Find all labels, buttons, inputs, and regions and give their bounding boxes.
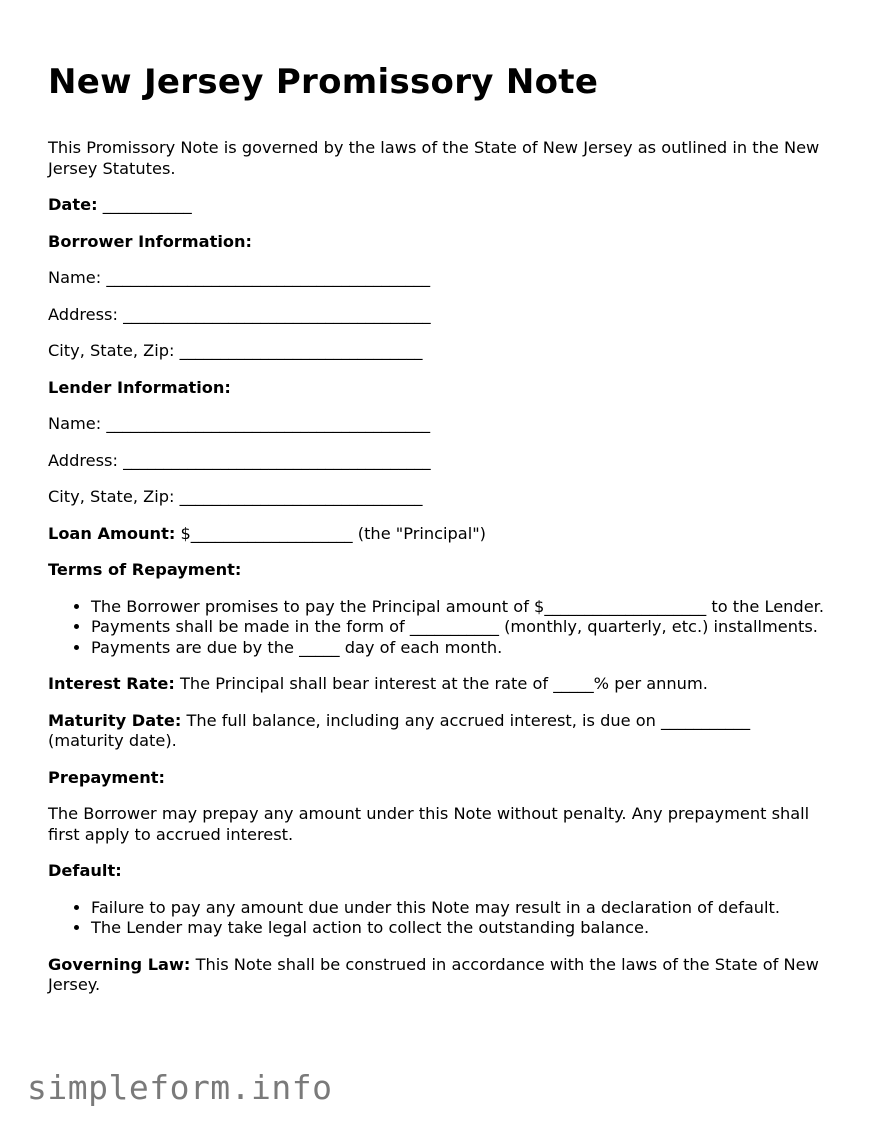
default-list bbox=[48, 898, 828, 939]
prepayment-heading-text: Prepayment: bbox=[48, 767, 165, 787]
date-blank: ___________ bbox=[102, 195, 192, 214]
governing-law-line bbox=[48, 955, 828, 996]
borrower-heading-text: Borrower Information: bbox=[48, 231, 252, 251]
default-heading-text: Default: bbox=[48, 861, 122, 880]
lender-city-line: City, State, Zip: ______________________________ bbox=[48, 487, 423, 506]
prepayment-paragraph: The Borrower may prepay any amount under this Note without penalty. Any prepayment shall first apply to accrued interest. bbox=[48, 804, 810, 844]
borrower-address-line: Address: ______________________________________ bbox=[48, 304, 431, 324]
list-item: • Failure to pay any amount due under this Note may result in a declaration of default. bbox=[91, 898, 828, 919]
default-heading bbox=[48, 861, 828, 882]
loan-amount-label: Loan Amount: bbox=[48, 523, 176, 543]
interest-label: Interest Rate: bbox=[48, 674, 175, 693]
date-label: Date: bbox=[48, 195, 98, 214]
document bbox=[48, 56, 828, 1012]
list-item: • The Borrower promises to pay the Principal amount of $____________________ to the Lender. bbox=[91, 597, 828, 618]
watermark: simpleform.info bbox=[27, 1068, 333, 1107]
date-line bbox=[48, 195, 828, 216]
governing-law-text: This Note shall be construed in accordance with the laws of the State of New Jersey. bbox=[48, 954, 819, 994]
lender-heading bbox=[48, 378, 828, 399]
borrower-heading bbox=[48, 232, 828, 253]
interest-text: The Principal shall bear interest at the rate of _____% per annum. bbox=[179, 674, 708, 693]
governing-law-label: Governing Law: bbox=[48, 954, 191, 974]
intro-paragraph: This Promissory Note is governed by the laws of the State of New Jersey as outlined in the New Jersey Statutes. bbox=[48, 138, 820, 178]
interest-line bbox=[48, 674, 828, 695]
loan-amount-line bbox=[48, 524, 828, 545]
lender-heading-text: Lender Information: bbox=[48, 377, 231, 397]
repayment-heading bbox=[48, 560, 828, 581]
lender-name-line: Name: ________________________________________ bbox=[48, 414, 431, 433]
repayment-heading-text: Terms of Repayment: bbox=[48, 560, 242, 579]
borrower-name-line: Name: ________________________________________ bbox=[48, 268, 431, 287]
maturity-line bbox=[48, 711, 828, 752]
list-item: • The Lender may take legal action to collect the outstanding balance. bbox=[91, 918, 828, 939]
document-title: New Jersey Promissory Note bbox=[48, 62, 599, 102]
maturity-label: Maturity Date: bbox=[48, 710, 182, 730]
lender-address-line: Address: ______________________________________ bbox=[48, 450, 431, 470]
prepayment-heading bbox=[48, 768, 828, 789]
maturity-text: The full balance, including any accrued interest, is due on ___________ (maturity date). bbox=[48, 710, 751, 750]
borrower-city-line: City, State, Zip: ______________________________ bbox=[48, 341, 423, 360]
loan-amount-text: $____________________ (the "Principal") bbox=[180, 523, 486, 543]
list-item: • Payments shall be made in the form of ___________ (monthly, quarterly, etc.) installments. bbox=[91, 617, 828, 638]
repayment-list bbox=[48, 597, 828, 659]
list-item: • Payments are due by the _____ day of each month. bbox=[91, 638, 828, 659]
